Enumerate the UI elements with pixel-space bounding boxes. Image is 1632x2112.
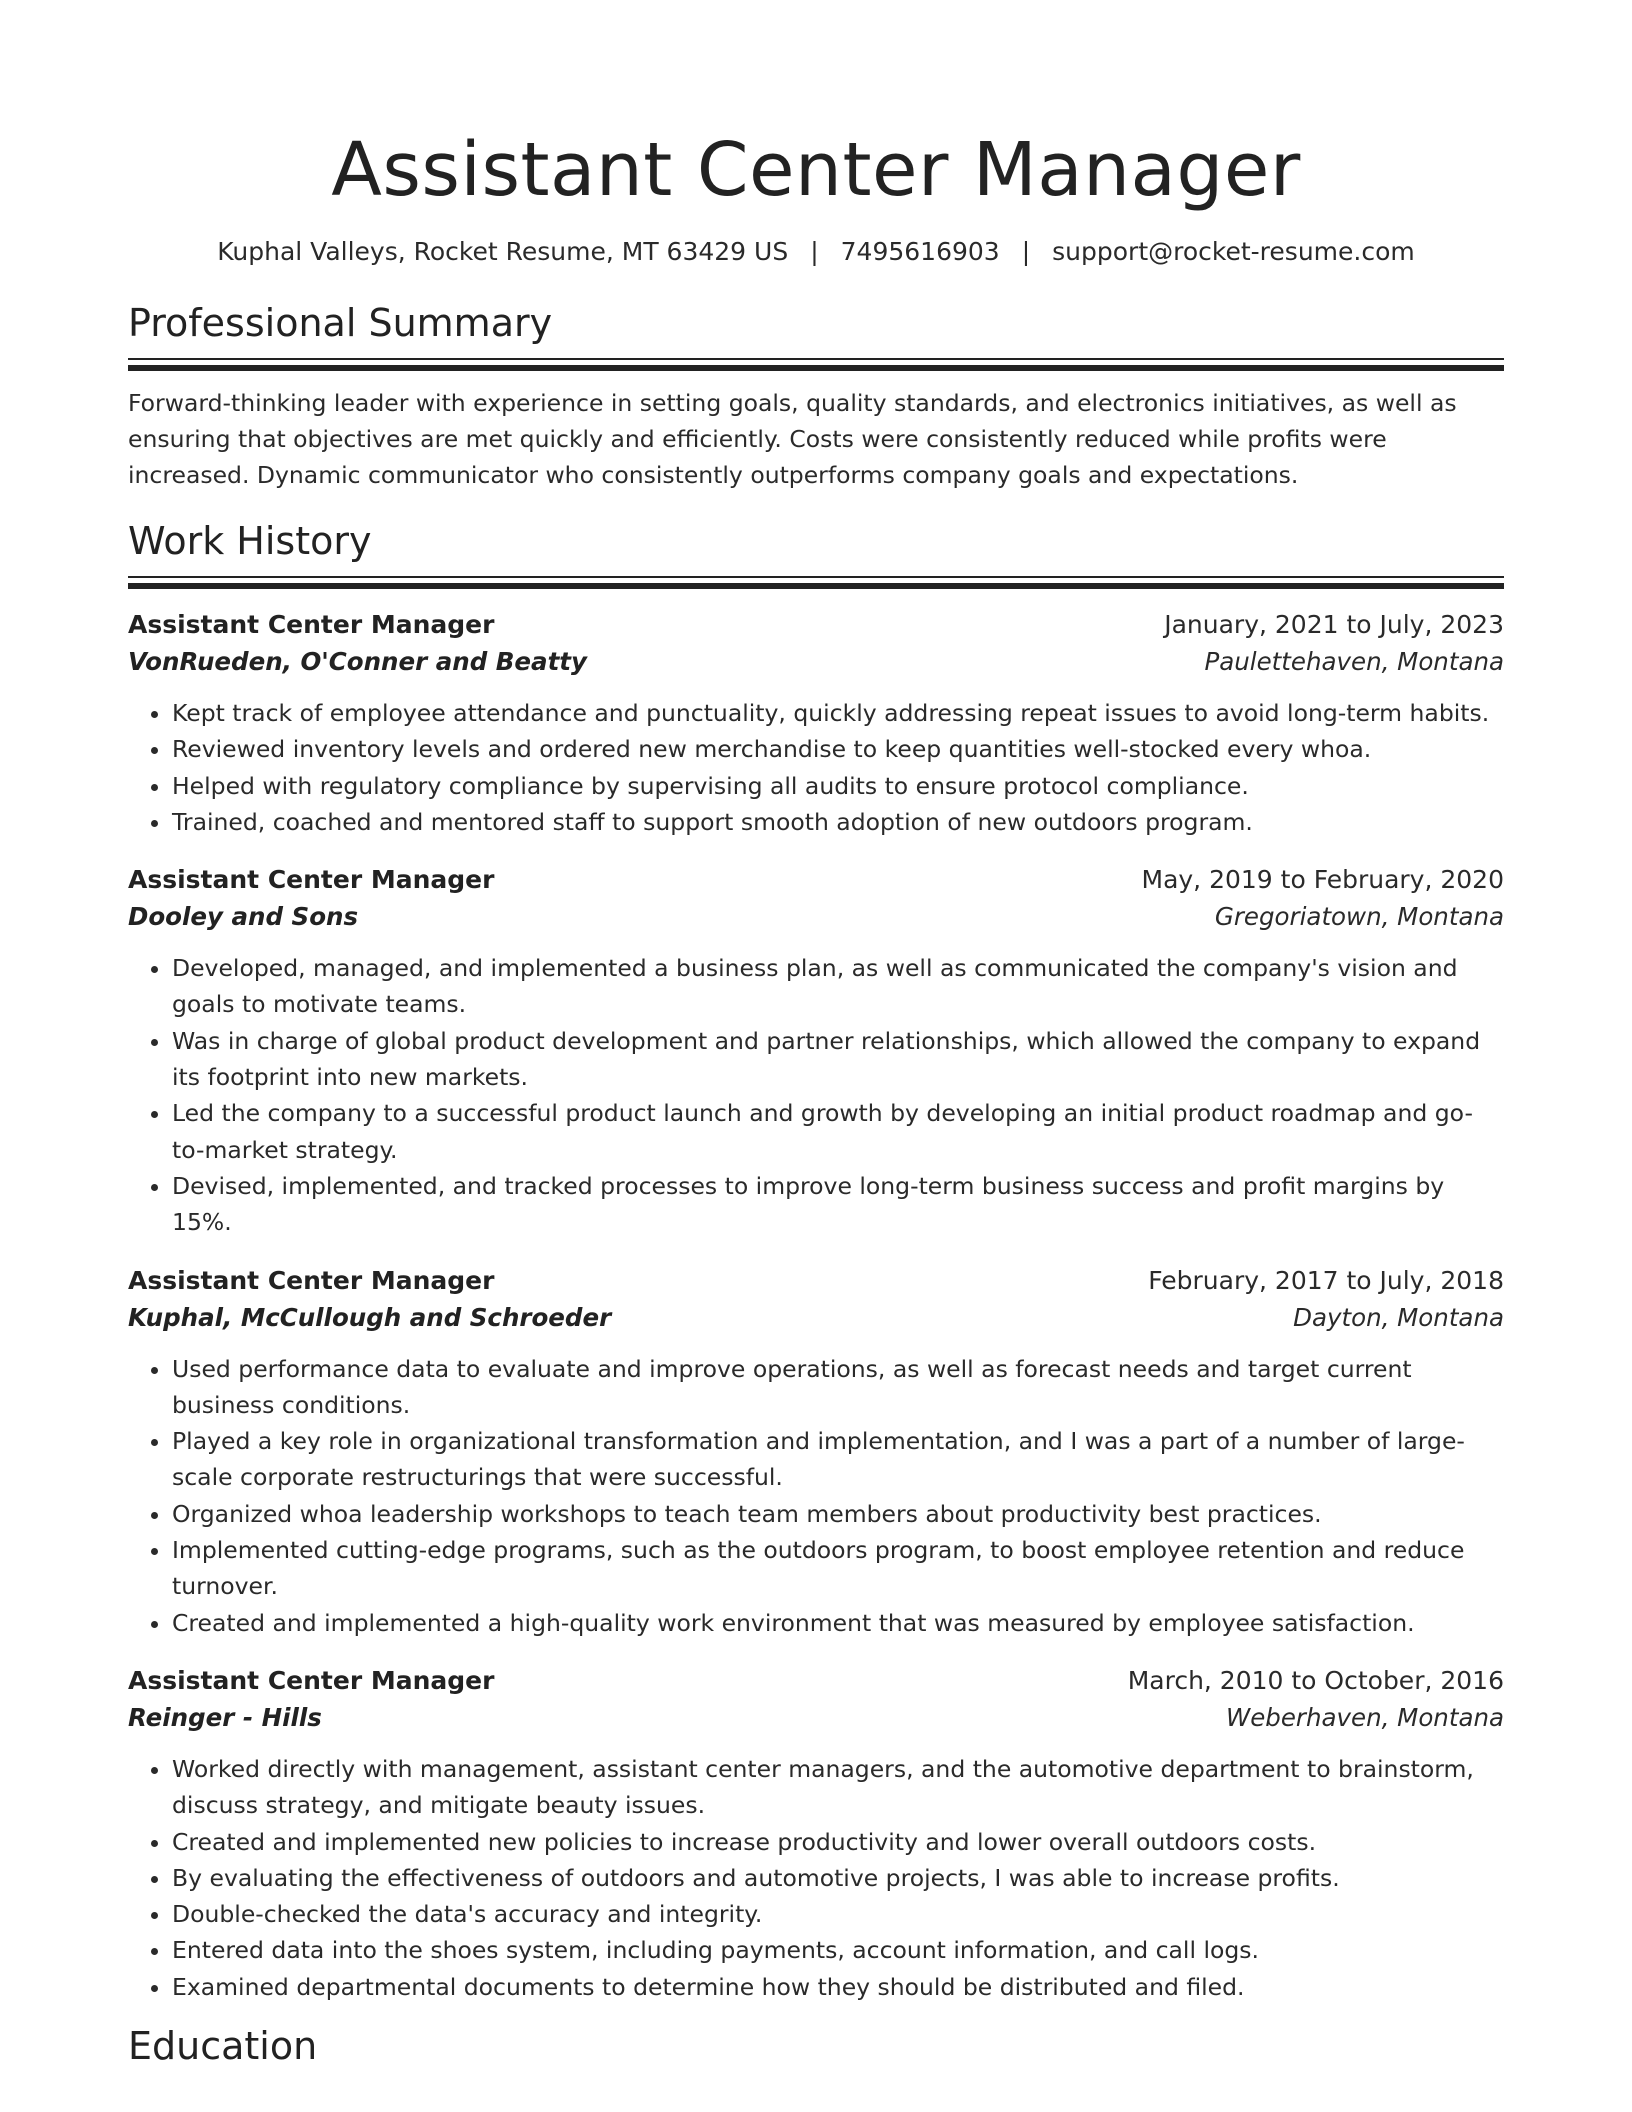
job-location: Gregoriatown, Montana (1214, 902, 1504, 932)
job-company-row (128, 898, 1504, 936)
job-entry (128, 607, 1504, 840)
job-dates: March, 2010 to October, 2016 (1127, 1665, 1504, 1695)
job-bullet: • Created and implemented new policies to increase productivity and lower overall outdoors costs. (172, 1824, 1504, 1860)
job-bullet: • Played a key role in organizational transformation and implementation, and I was a part of a number of large-scale corporate restructurings that were successful. (172, 1423, 1504, 1496)
job-location: Paulettehaven, Montana (1204, 647, 1504, 676)
job-bullet: • Implemented cutting-edge programs, such as the outdoors program, to boost employee retention and reduce turnover. (172, 1532, 1504, 1605)
job-bullet: • By evaluating the effectiveness of outdoors and automotive projects, I was able to increase profits. (172, 1860, 1504, 1896)
job-title: Assistant Center Manager (128, 1665, 495, 1695)
job-bullet: • Was in charge of global product development and partner relationships, which allowed the company to expand its footprint into new markets. (172, 1023, 1504, 1096)
job-company-row (128, 1299, 1504, 1337)
job-bullet: • Double-checked the data's accuracy and integrity. (172, 1896, 1504, 1932)
job-bullet-list (128, 950, 1504, 1240)
section-title-work-history: Work History (128, 519, 372, 563)
education-section (128, 2023, 1504, 2069)
work-history-section (128, 518, 1504, 2005)
section-title-professional-summary: Professional Summary (128, 301, 553, 345)
contact-phone: 7495616903 (840, 237, 1000, 266)
resume-name: Assistant Center Manager (331, 127, 1301, 213)
section-title-education: Education (128, 2024, 318, 2069)
job-dates: February, 2017 to July, 2018 (1148, 1265, 1504, 1295)
job-title: Assistant Center Manager (128, 865, 495, 895)
contact-separator: | (1021, 237, 1031, 266)
job-company: Reinger - Hills (128, 1702, 322, 1732)
resume-page (128, 0, 1504, 2069)
job-location: Weberhaven, Montana (1225, 1702, 1504, 1732)
job-bullet-list (128, 1351, 1504, 1641)
job-bullet: • Organized whoa leadership workshops to teach team members about productivity best practices. (172, 1496, 1504, 1532)
job-bullet: • Used performance data to evaluate and improve operations, as well as forecast needs and target current business conditions. (172, 1351, 1504, 1424)
contact-line (128, 234, 1504, 270)
job-dates: January, 2021 to July, 2023 (1164, 610, 1504, 639)
job-entry (128, 1663, 1504, 2005)
job-entry (128, 1263, 1504, 1641)
job-company: Kuphal, McCullough and Schroeder (128, 1302, 612, 1332)
job-bullet-list (128, 695, 1504, 840)
job-bullet: • Created and implemented a high-quality work environment that was measured by employee satisfaction. (172, 1605, 1504, 1641)
job-bullet: • Kept track of employee attendance and punctuality, quickly addressing repeat issues to avoid long-term habits. (172, 695, 1504, 731)
job-title: Assistant Center Manager (128, 610, 495, 639)
job-header-row (128, 862, 1504, 898)
job-company: Dooley and Sons (128, 902, 359, 932)
job-bullet-list (128, 1751, 1504, 2005)
section-divider-thick (128, 583, 1504, 589)
job-bullet: • Trained, coached and mentored staff to support smooth adoption of new outdoors program. (172, 804, 1504, 840)
job-title: Assistant Center Manager (128, 1265, 495, 1295)
professional-summary-section (128, 300, 1504, 493)
job-company: VonRueden, O'Conner and Beatty (128, 647, 587, 676)
contact-address: Kuphal Valleys, Rocket Resume, MT 63429 US (217, 237, 789, 266)
section-divider-thick (128, 365, 1504, 371)
job-header-row (128, 607, 1504, 643)
job-bullet: • Devised, implemented, and tracked processes to improve long-term business success and profit margins by 15%. (172, 1168, 1504, 1241)
section-divider-thin (128, 358, 1504, 360)
job-dates: May, 2019 to February, 2020 (1141, 865, 1504, 895)
job-bullet: • Reviewed inventory levels and ordered new merchandise to keep quantities well-stocked every whoa. (172, 731, 1504, 767)
job-bullet: • Developed, managed, and implemented a business plan, as well as communicated the company's vision and goals to motivate teams. (172, 950, 1504, 1023)
job-entry (128, 862, 1504, 1240)
job-header-row (128, 1663, 1504, 1699)
job-bullet: • Led the company to a successful product launch and growth by developing an initial product roadmap and go-to-market strategy. (172, 1095, 1504, 1168)
job-company-row (128, 643, 1504, 681)
job-header-row (128, 1263, 1504, 1299)
contact-separator: | (810, 237, 819, 266)
job-bullet: • Helped with regulatory compliance by supervising all audits to ensure protocol compliance. (172, 768, 1504, 804)
summary-text: Forward-thinking leader with experience in setting goals, quality standards, and electronics initiatives, as well as ensuring that objectives are met quickly and efficiently. Costs were consistently reduced while profits were increased. Dynamic communicator who consistently outperforms company goals and expectations. (128, 389, 1457, 489)
section-divider-thin (128, 576, 1504, 578)
job-company-row (128, 1699, 1504, 1737)
job-bullet: • Examined departmental documents to determine how they should be distributed and filed. (172, 1969, 1504, 2005)
job-location: Dayton, Montana (1293, 1302, 1504, 1332)
job-bullet: • Entered data into the shoes system, including payments, account information, and call logs. (172, 1932, 1504, 1968)
job-bullet: • Worked directly with management, assistant center managers, and the automotive department to brainstorm, discuss strategy, and mitigate beauty issues. (172, 1751, 1504, 1824)
contact-email: support@rocket-resume.com (1052, 237, 1415, 266)
